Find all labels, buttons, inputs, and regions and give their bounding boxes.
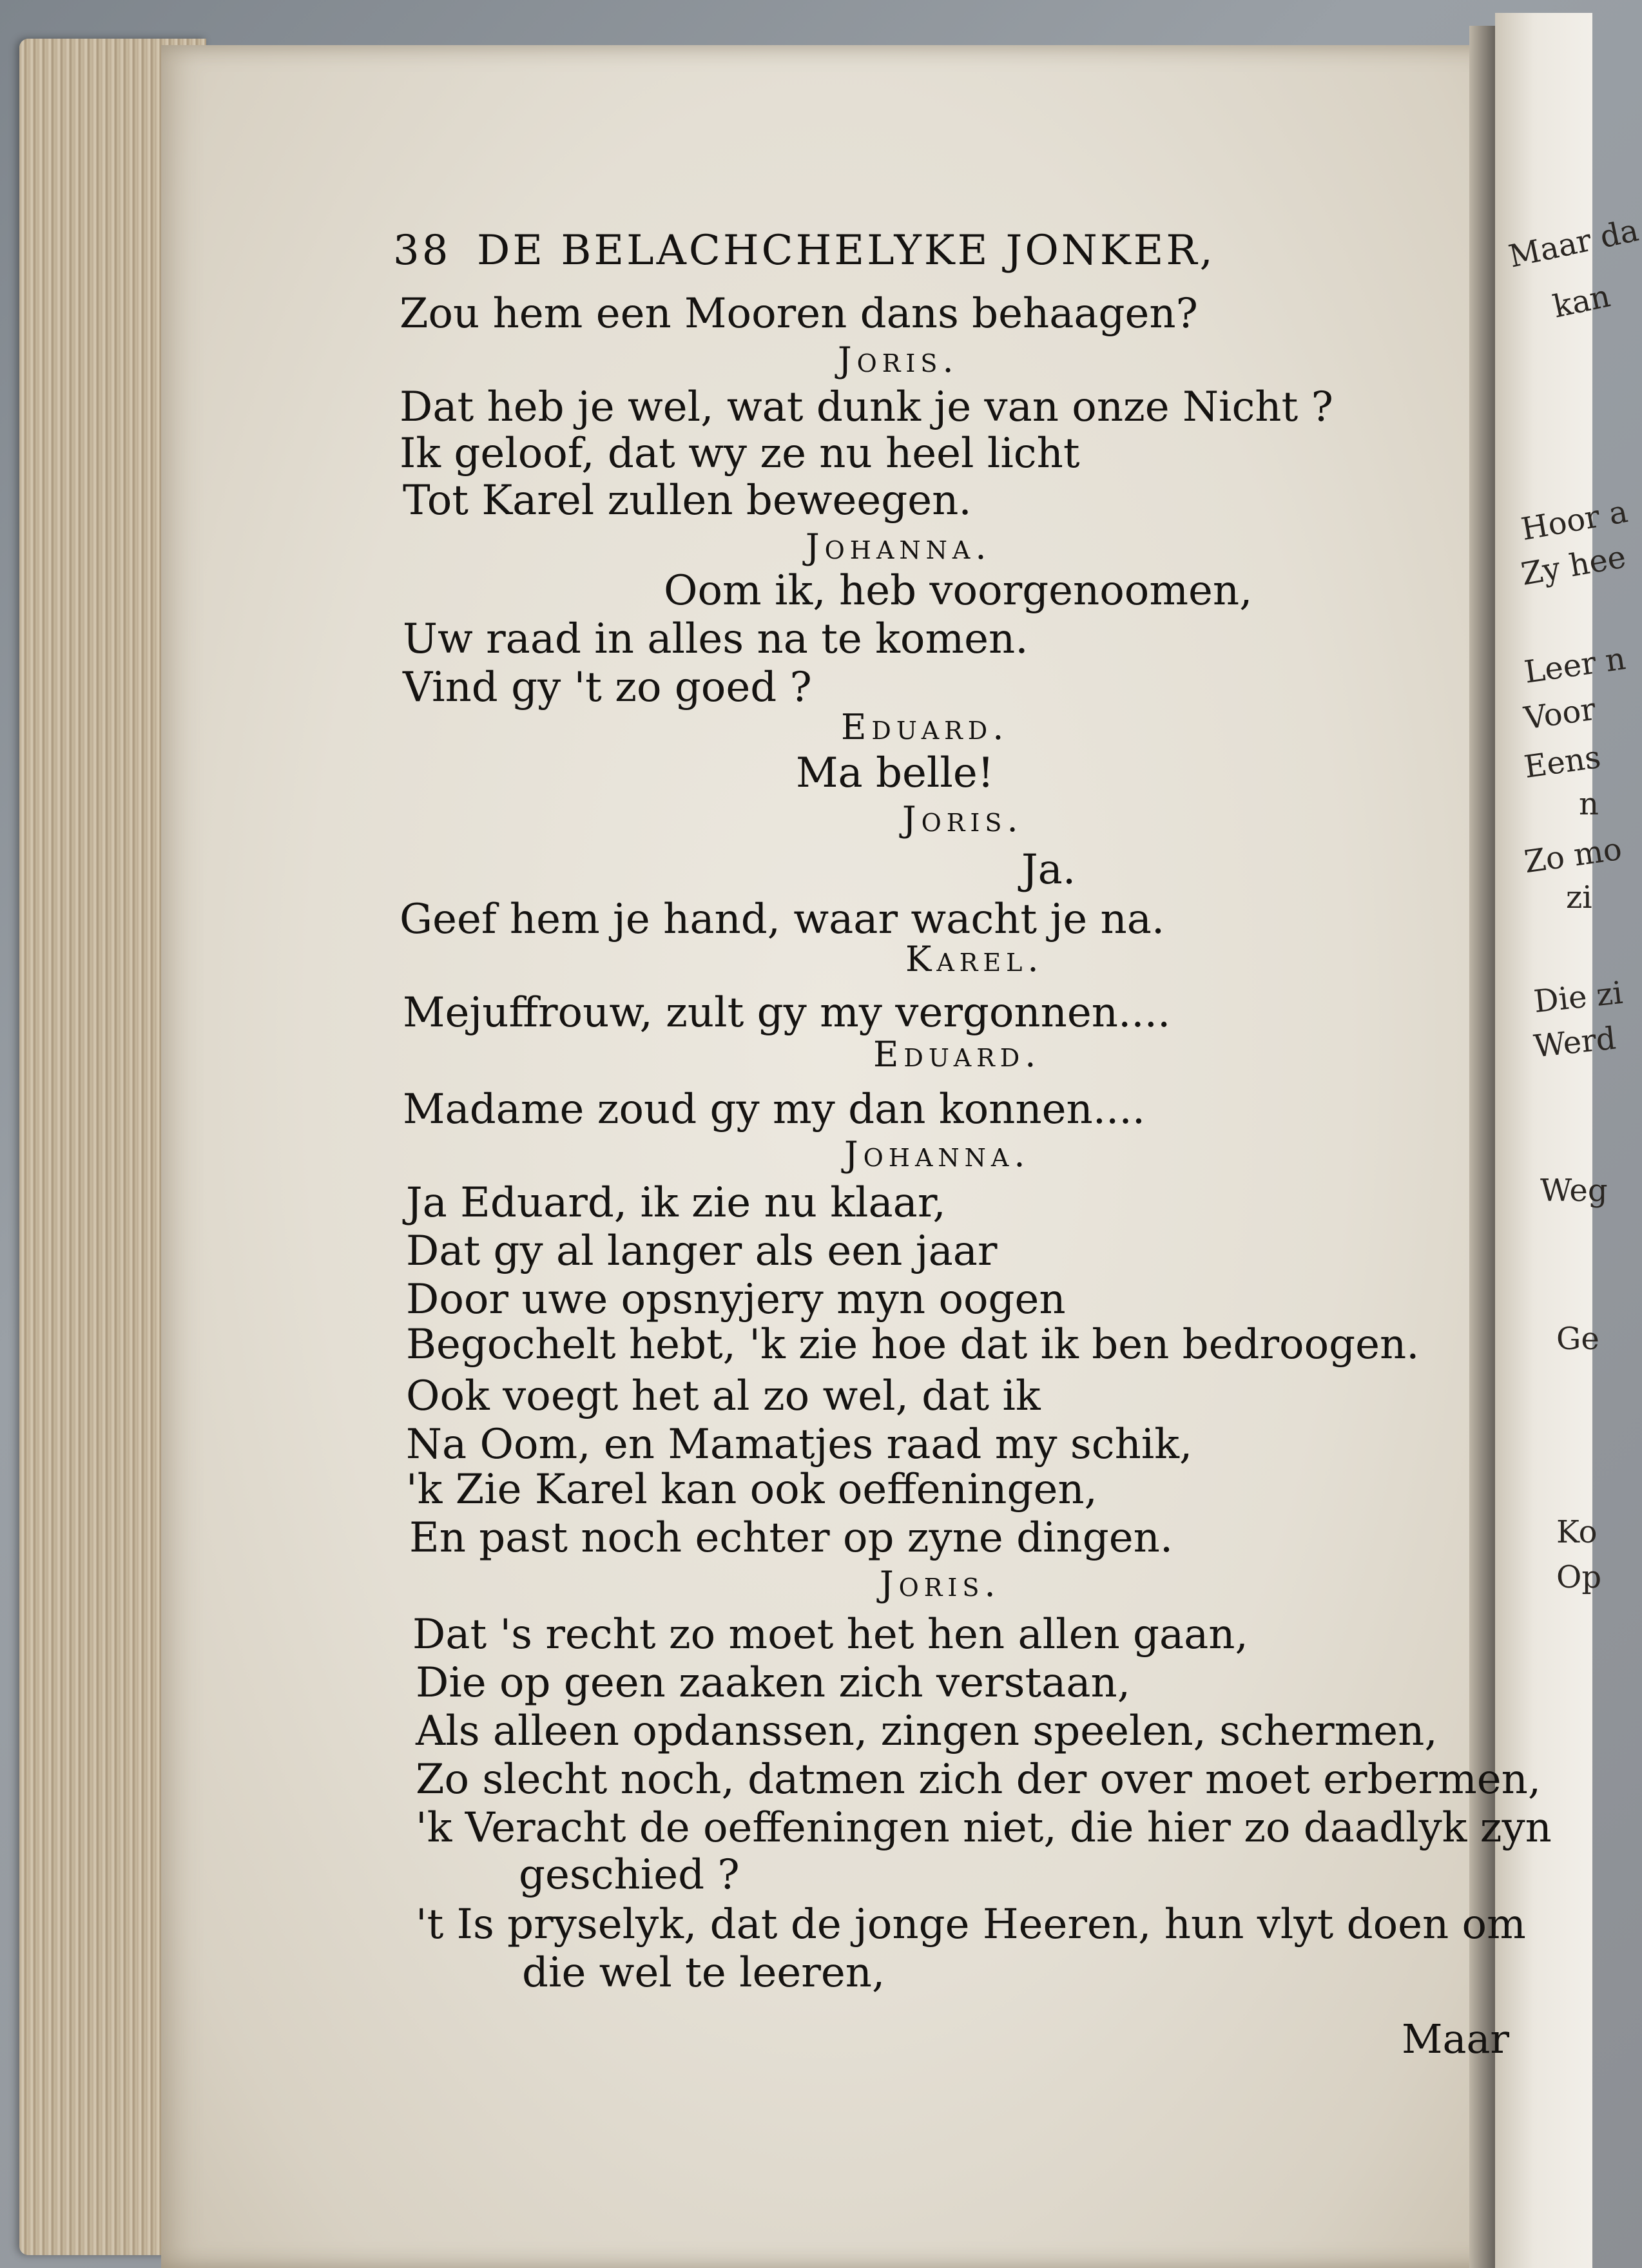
verse-line: Ma belle!: [796, 749, 994, 797]
verse-line: 'k Veracht de oeffeningen niet, die hier zo daadlyk zyn: [416, 1804, 1552, 1852]
facing-line: zi: [1566, 879, 1592, 916]
verse-line: Als alleen opdanssen, zingen speelen, schermen,: [416, 1707, 1438, 1755]
facing-line: Werd: [1532, 1020, 1618, 1065]
facing-line: Voor: [1521, 691, 1598, 737]
verse-line: Dat 's recht zo moet het hen allen gaan,: [412, 1611, 1248, 1658]
verse-line: Mejuffrouw, zult gy my vergonnen....: [403, 989, 1171, 1037]
page-number: 38: [393, 227, 451, 274]
facing-line: Op: [1556, 1559, 1602, 1595]
verse-line: die wel te leeren,: [522, 1949, 885, 1997]
running-title: DE BELACHCHELYKE JONKER,: [477, 227, 1215, 274]
facing-line: Ge: [1556, 1321, 1599, 1357]
verse-line: Geef hem je hand, waar wacht je na.: [400, 896, 1165, 943]
verse-line: Die op geen zaaken zich verstaan,: [416, 1659, 1131, 1707]
verse-line: Dat heb je wel, wat dunk je van onze Nicht ?: [400, 383, 1333, 431]
verse-line: Tot Karel zullen beweegen.: [403, 477, 972, 524]
verse-line: Na Oom, en Mamatjes raad my schik,: [406, 1421, 1193, 1468]
verse-line: Door uwe opsnyjery myn oogen: [406, 1276, 1066, 1323]
facing-line: Eens: [1521, 738, 1603, 786]
facing-line: Maar da: [1505, 212, 1642, 275]
facing-line: n: [1579, 786, 1599, 822]
speaker-name: Karel.: [905, 939, 1044, 979]
verse-line: geschied ?: [519, 1851, 740, 1899]
verse-line: Ja Eduard, ik zie nu klaar,: [406, 1179, 946, 1227]
verse-line: Ik geloof, dat wy ze nu heel licht: [400, 430, 1080, 477]
speaker-name: Joris.: [838, 340, 959, 380]
speaker-name: Joris.: [902, 799, 1023, 840]
verse-line: Oom ik, heb voorgenoomen,: [664, 567, 1253, 615]
facing-line: Weg: [1540, 1173, 1608, 1209]
speaker-name: Johanna.: [844, 1134, 1030, 1175]
facing-line: Die zi: [1532, 974, 1625, 1021]
verse-line: 'k Zie Karel kan ook oeffeningen,: [406, 1466, 1097, 1514]
verse-line: Ja.: [1021, 846, 1076, 894]
verse-line: 't Is pryselyk, dat de jonge Heeren, hun vlyt doen om: [416, 1901, 1526, 1948]
verse-line: En past noch echter op zyne dingen.: [409, 1514, 1174, 1562]
verse-line: Vind gy 't zo goed ?: [403, 664, 812, 711]
facing-line: Zy hee: [1518, 539, 1629, 593]
catchword: Maar: [1402, 2015, 1510, 2062]
verse-line: Begochelt hebt, 'k zie hoe dat ik ben bedroogen.: [406, 1321, 1420, 1369]
speaker-name: Johanna.: [806, 526, 992, 567]
verse-line: Ook voegt het al zo wel, dat ik: [406, 1372, 1041, 1420]
speaker-name: Joris.: [880, 1564, 1001, 1604]
facing-line: Leer n: [1521, 640, 1628, 691]
facing-line: Zo mo: [1521, 831, 1625, 881]
verse-line: Madame zoud gy my dan konnen....: [403, 1086, 1146, 1133]
verse-line: Uw raad in alles na te komen.: [403, 615, 1029, 663]
verse-line: Zo slecht noch, datmen zich der over moet erbermen,: [416, 1756, 1541, 1803]
verse-line: Zou hem een Mooren dans behaagen?: [400, 290, 1198, 338]
speaker-name: Eduard.: [873, 1034, 1041, 1075]
speaker-name: Eduard.: [841, 707, 1009, 747]
verse-line: Dat gy al langer als een jaar: [406, 1227, 998, 1275]
facing-line: Ko: [1556, 1514, 1598, 1550]
facing-line: kan: [1550, 278, 1614, 325]
facing-line: Hoor a: [1518, 493, 1631, 548]
